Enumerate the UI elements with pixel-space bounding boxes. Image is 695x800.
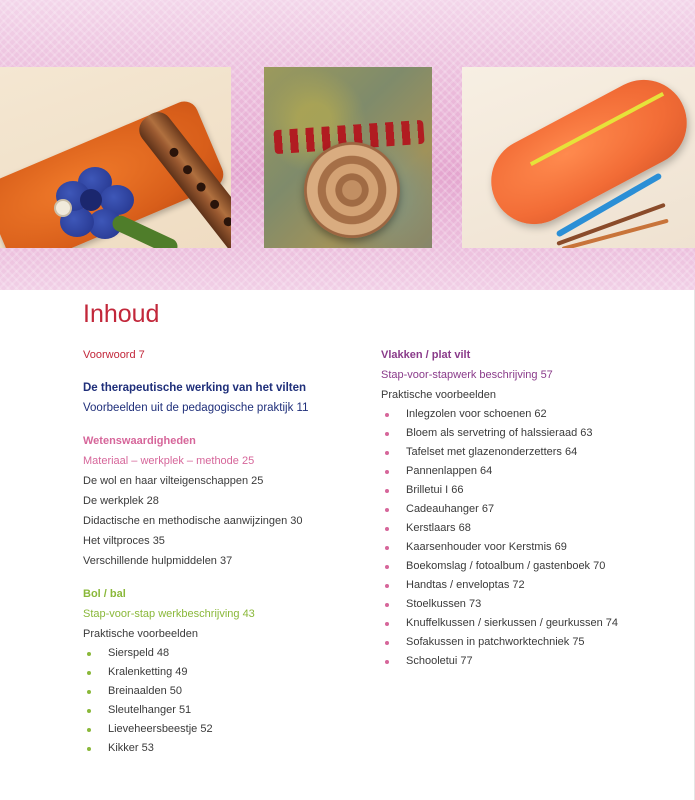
- bullet-icon: [87, 690, 91, 694]
- toc-preface[interactable]: Voorwoord 7: [83, 349, 145, 361]
- bullet-icon: [87, 747, 91, 751]
- toc-entry[interactable]: Het viltproces 35: [83, 535, 165, 547]
- bullet-icon: [87, 728, 91, 732]
- bullet-icon: [385, 641, 389, 645]
- bullet-icon: [385, 622, 389, 626]
- toc-list-item[interactable]: Brilletui I 66: [381, 481, 681, 500]
- bullet-icon: [385, 470, 389, 474]
- toc-list-item[interactable]: Lieveheersbeestje 52: [83, 720, 363, 739]
- toc-list-item[interactable]: Sofakussen in patchworktechniek 75: [381, 633, 681, 652]
- page-title: Inhoud: [83, 300, 160, 328]
- toc-entry[interactable]: De wol en haar vilteigenschappen 25: [83, 475, 264, 487]
- toc-list-item[interactable]: Sleutelhanger 51: [83, 701, 363, 720]
- bullet-icon: [87, 652, 91, 656]
- felt-flute-case-photo: [0, 67, 231, 248]
- toc-ball-list: [83, 644, 363, 758]
- toc-flat-sub[interactable]: Stap-voor-stapwerk beschrijving 57: [381, 369, 553, 381]
- toc-list-item[interactable]: Bloem als servetring of halssieraad 63: [381, 424, 681, 443]
- toc-list-item[interactable]: Handtas / enveloptas 72: [381, 576, 681, 595]
- toc-list-item[interactable]: Kikker 53: [83, 739, 363, 758]
- bullet-icon: [385, 489, 389, 493]
- toc-ball-examples-label: Praktische voorbeelden: [83, 628, 198, 640]
- toc-list-item[interactable]: Cadeauhanger 67: [381, 500, 681, 519]
- felt-pencil-case-photo: [462, 67, 695, 248]
- toc-ball-sub[interactable]: Stap-voor-stap werkbeschrijving 43: [83, 608, 255, 620]
- toc-list-item[interactable]: Kerstlaars 68: [381, 519, 681, 538]
- toc-list-item[interactable]: Breinaalden 50: [83, 682, 363, 701]
- toc-flat-examples-label: Praktische voorbeelden: [381, 389, 496, 401]
- bullet-icon: [385, 413, 389, 417]
- toc-flat-heading[interactable]: Vlakken / plat vilt: [381, 349, 471, 361]
- bullet-icon: [87, 671, 91, 675]
- toc-left-column: [83, 345, 363, 758]
- bullet-icon: [87, 709, 91, 713]
- bullet-icon: [385, 527, 389, 531]
- toc-list-item[interactable]: Kaarsenhouder voor Kerstmis 69: [381, 538, 681, 557]
- toc-knowledge-heading[interactable]: Wetenswaardigheden: [83, 435, 196, 447]
- toc-entry[interactable]: De werkplek 28: [83, 495, 159, 507]
- bullet-icon: [385, 603, 389, 607]
- bullet-icon: [385, 432, 389, 436]
- toc-therapy-sub[interactable]: Voorbeelden uit de pedagogische praktijk 11: [83, 402, 309, 414]
- toc-list-item[interactable]: Inlegzolen voor schoenen 62: [381, 405, 681, 424]
- bullet-icon: [385, 508, 389, 512]
- bullet-icon: [385, 451, 389, 455]
- toc-list-item[interactable]: Kralenketting 49: [83, 663, 363, 682]
- toc-flat-list: [381, 405, 681, 671]
- toc-list-item[interactable]: Stoelkussen 73: [381, 595, 681, 614]
- bullet-icon: [385, 546, 389, 550]
- toc-ball-heading[interactable]: Bol / bal: [83, 588, 126, 600]
- bullet-icon: [385, 584, 389, 588]
- toc-entry[interactable]: Verschillende hulpmiddelen 37: [83, 555, 233, 567]
- rolled-felt-sample-photo: [264, 67, 432, 248]
- toc-list-item[interactable]: Pannenlappen 64: [381, 462, 681, 481]
- toc-list-item[interactable]: Boekomslag / fotoalbum / gastenboek 70: [381, 557, 681, 576]
- toc-therapy-heading[interactable]: De therapeutische werking van het vilten: [83, 382, 307, 394]
- toc-knowledge-sub[interactable]: Materiaal – werkplek – methode 25: [83, 455, 255, 467]
- toc-list-item[interactable]: Knuffelkussen / sierkussen / geurkussen 74: [381, 614, 681, 633]
- toc-list-item[interactable]: Sierspeld 48: [83, 644, 363, 663]
- toc-list-item[interactable]: Schooletui 77: [381, 652, 681, 671]
- toc-right-column: [381, 345, 681, 671]
- bullet-icon: [385, 565, 389, 569]
- photo-banner: [0, 0, 695, 290]
- toc-entry[interactable]: Didactische en methodische aanwijzingen 30: [83, 515, 303, 527]
- toc-list-item[interactable]: Tafelset met glazenonderzetters 64: [381, 443, 681, 462]
- bullet-icon: [385, 660, 389, 664]
